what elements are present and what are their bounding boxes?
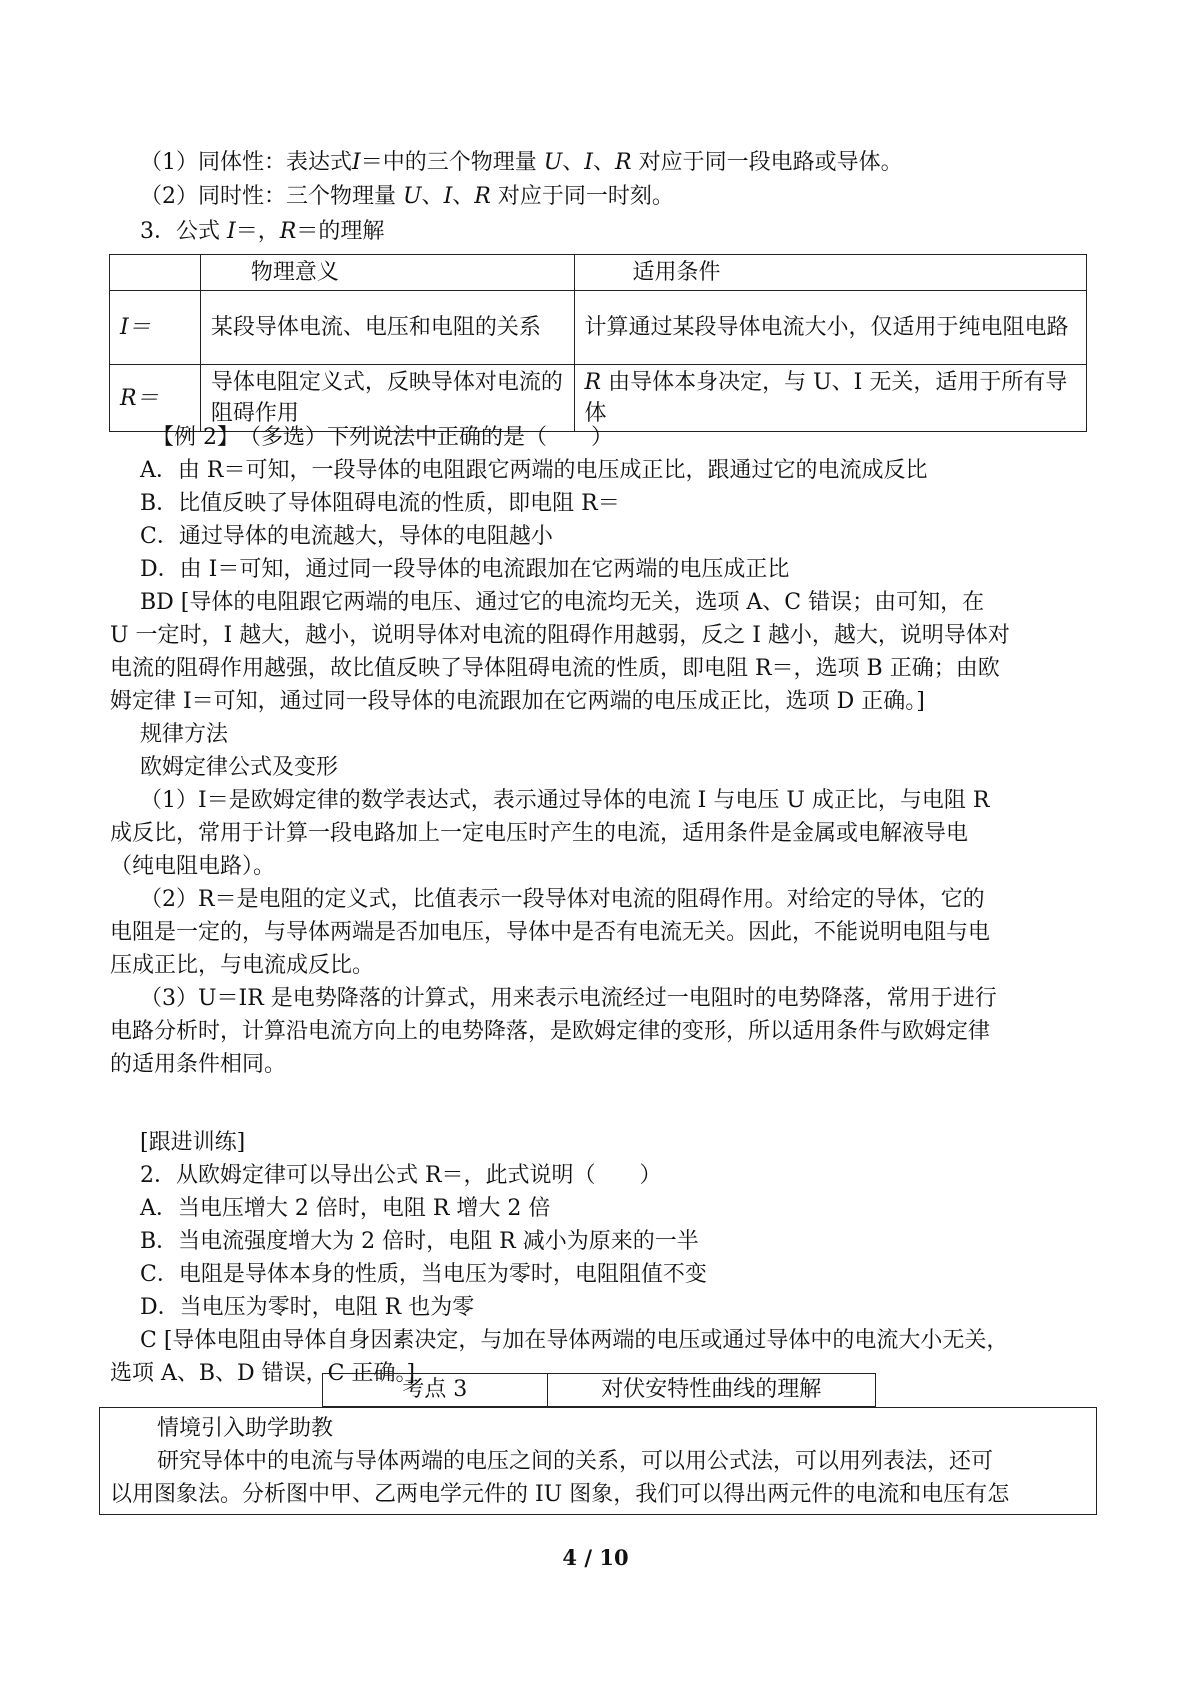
paragraph-line: 压成正比，与电流成反比。 [110, 953, 375, 978]
table-header: 物理意义 [200, 255, 574, 291]
box-line: 研究导体中的电流与导体两端的电压之间的关系，可以用公式法，可以用列表法，还可 [157, 1449, 994, 1474]
table-cell: R 由导体本身决定，与 U、I 无关，适用于所有导体 [574, 365, 1086, 432]
kaodian-topic: 对伏安特性曲线的理解 [547, 1374, 875, 1407]
paragraph-line: 成反比，常用于计算一段电路加上一定电压时产生的电流，适用条件是金属或电解液导电 [110, 821, 969, 846]
table-cell: R＝ [110, 365, 201, 432]
table-row [110, 291, 1087, 365]
paragraph-line: （1）I＝是欧姆定律的数学表达式，表示通过导体的电流 I 与电压 U 成正比，与电阻 R [140, 788, 990, 813]
table-row [323, 1374, 876, 1407]
answer-line: 选项 A、B、D 错误，C 正确。] [110, 1361, 416, 1386]
option-b: B．比值反映了导体阻碍电流的性质，即电阻 R＝ [140, 491, 620, 516]
option-d: D．当电压为零时，电阻 R 也为零 [140, 1295, 475, 1320]
option-a: A．由 R＝可知，一段导体的电阻跟它两端的电压成正比，跟通过它的电流成反比 [140, 458, 928, 483]
line-formula-heading: 3．公式 I＝，R＝的理解 [140, 219, 385, 244]
answer-line: 电流的阻碍作用越强，故比值反映了导体阻碍电流的性质，即电阻 R＝，选项 B 正确；由欧 [110, 656, 1000, 681]
table-cell: 计算通过某段导体电流大小，仅适用于纯电阻电路 [574, 291, 1086, 365]
table-cell-empty [110, 255, 201, 291]
table-cell: 导体电阻定义式，反映导体对电流的阻碍作用 [200, 365, 574, 432]
box-line: 以用图象法。分析图中甲、乙两电学元件的 IU 图象，我们可以得出两元件的电流和电压有怎 [110, 1482, 1010, 1507]
option-a: A．当电压增大 2 倍时，电阻 R 增大 2 倍 [140, 1196, 551, 1221]
answer-line: 姆定律 I＝可知，通过同一段导体的电流跟加在它两端的电压成正比，选项 D 正确。] [110, 689, 925, 714]
line-tongtixing: （1）同体性：表达式I＝中的三个物理量 U、I、R 对应于同一段电路或导体。 [140, 150, 903, 175]
paragraph-line: （2）R＝是电阻的定义式，比值表示一段导体对电流的阻碍作用。对给定的导体，它的 [140, 887, 985, 912]
paragraph-line: 电阻是一定的，与导体两端是否加电压，导体中是否有电流无关。因此，不能说明电阻与电 [110, 920, 991, 945]
option-d: D．由 I＝可知，通过同一段导体的电流跟加在它两端的电压成正比 [140, 557, 790, 582]
paragraph-line: 的适用条件相同。 [110, 1052, 287, 1077]
option-c: C．通过导体的电流越大，导体的电阻越小 [140, 524, 553, 549]
table-header: 适用条件 [574, 255, 1086, 291]
kaodian-label: 考点 3 [323, 1374, 548, 1407]
practice-question: 2．从欧姆定律可以导出公式 R＝，此式说明（ ） [140, 1163, 662, 1188]
table-row [110, 255, 1087, 291]
paragraph-line: （3）U＝IR 是电势降落的计算式，用来表示电流经过一电阻时的电势降落，常用于进行 [140, 986, 997, 1011]
method-subtitle: 欧姆定律公式及变形 [140, 755, 339, 780]
answer-line: U 一定时，I 越大，越小，说明导体对电流的阻碍作用越弱，反之 I 越小，越大，说明导体对 [110, 623, 1010, 648]
method-title: 规律方法 [140, 722, 229, 747]
situation-box [99, 1407, 1097, 1515]
line-tongshixing: （2）同时性：三个物理量 U、I、R 对应于同一时刻。 [140, 184, 674, 209]
answer-line: BD [导体的电阻跟它两端的电压、通过它的电流均无关，选项 A、C 错误；由可知，在 [140, 590, 985, 615]
paragraph-line: 电路分析时，计算沿电流方向上的电势降落，是欧姆定律的变形，所以适用条件与欧姆定律 [110, 1019, 991, 1044]
page-number: 4 / 10 [562, 1545, 629, 1570]
example-title: 【例 2】 （多选）下列说法中正确的是（ ） [152, 425, 613, 450]
box-title: 情境引入助学助教 [157, 1416, 334, 1441]
option-b: B．当电流强度增大为 2 倍时，电阻 R 减小为原来的一半 [140, 1229, 699, 1254]
table-cell: I＝ [110, 291, 201, 365]
table-cell: 某段导体电流、电压和电阻的关系 [200, 291, 574, 365]
formula-table [109, 254, 1087, 432]
practice-title: [跟进训练] [140, 1130, 246, 1155]
option-c: C．电阻是导体本身的性质，当电压为零时，电阻阻值不变 [140, 1262, 707, 1287]
answer-line: C [导体电阻由导体自身因素决定，与加在导体两端的电压或通过导体中的电流大小无关， [140, 1328, 1009, 1353]
kaodian-header [322, 1373, 876, 1407]
paragraph-line: （纯电阻电路）。 [110, 854, 276, 879]
